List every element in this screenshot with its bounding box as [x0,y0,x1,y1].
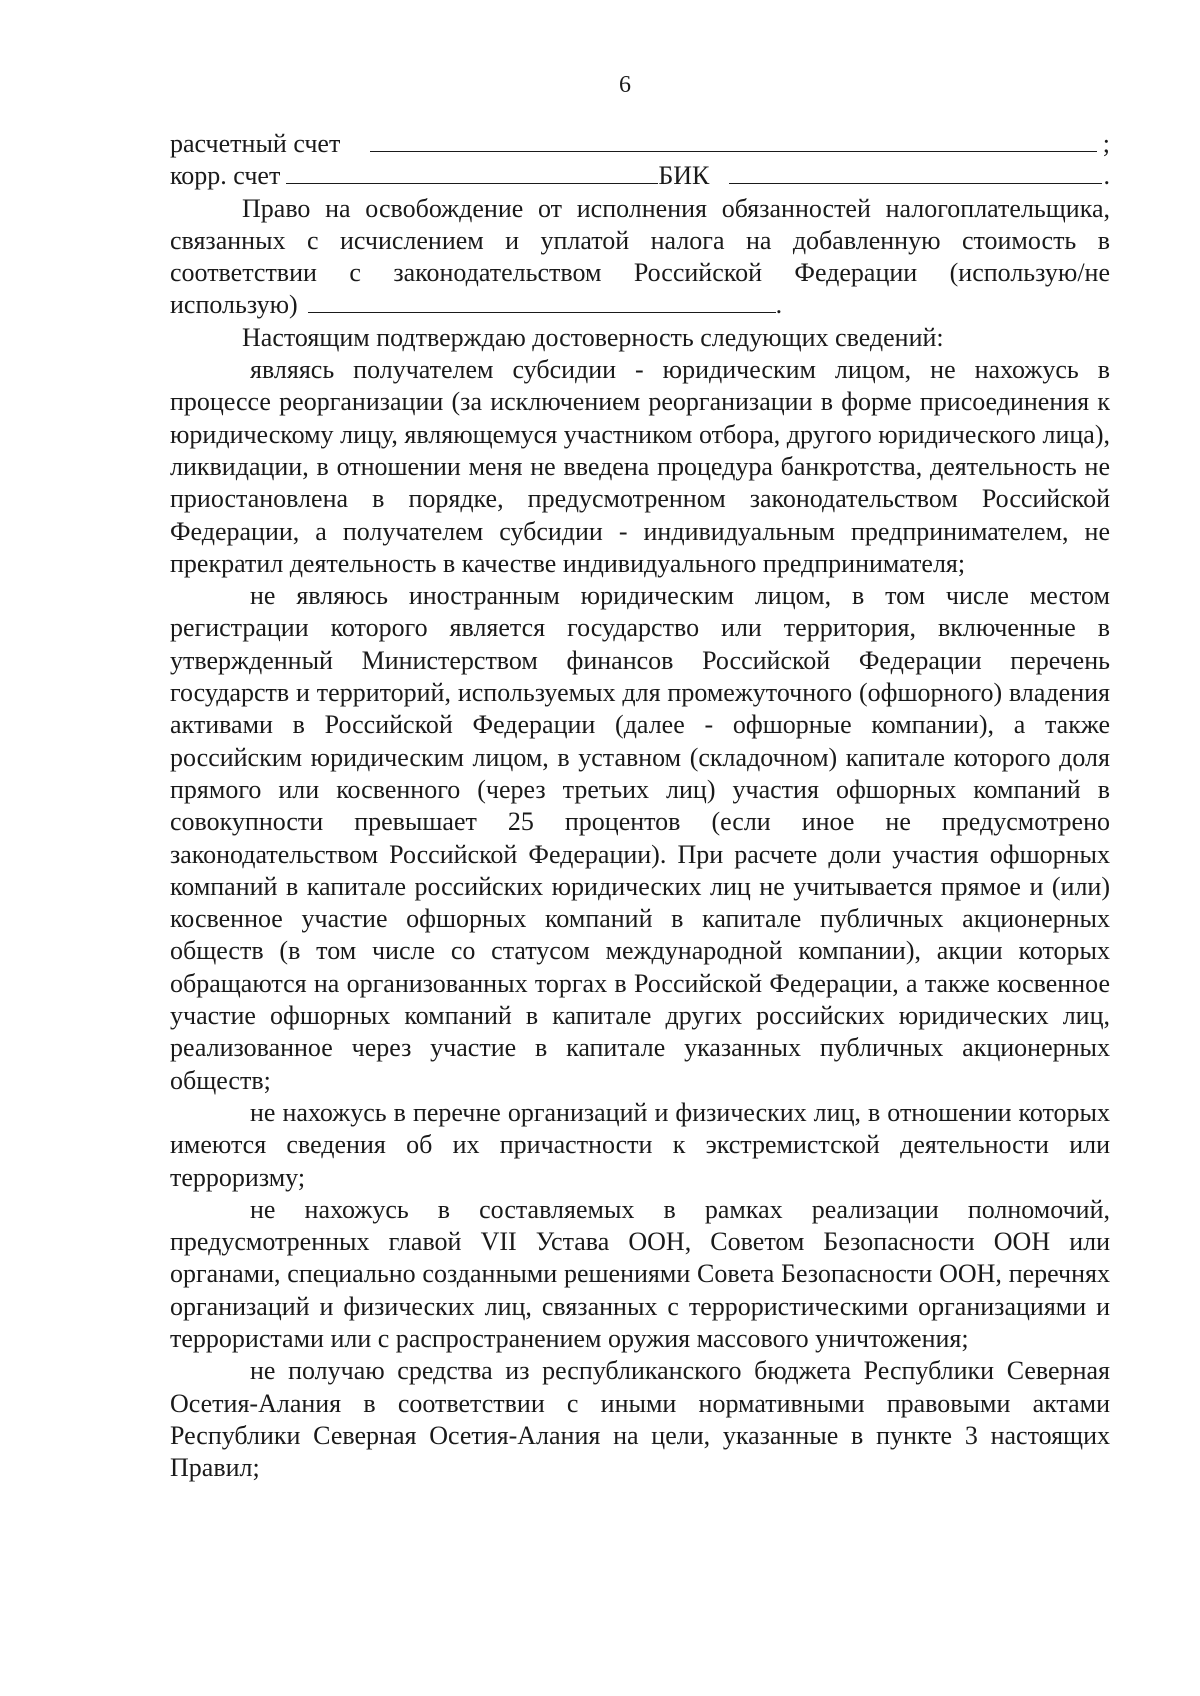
vat-exemption-field[interactable] [308,290,776,313]
bik-end: . [1103,161,1110,191]
document-body [170,128,1110,1484]
vat-exemption-paragraph [170,193,1110,322]
confirmation-intro: Настоящим подтверждаю достоверность следующих сведений: [242,322,944,352]
statement-no-other-budget-funds: не получаю средства из республиканского бюджета Республики Северная Осетия-Алания в соответствии с иными нормативными правовыми актами Республики Северная Осетия-Алания на цели, указанные в пункте 3 настоящих Правил; [170,1356,1110,1483]
page-number: 6 [619,72,631,98]
account-label: расчетный счет [170,129,341,158]
bik-label: БИК [658,161,710,191]
vat-exemption-end: . [775,290,783,320]
statement-not-extremist-list: не нахожусь в перечне организаций и физических лиц, в отношении которых имеются сведения об их причастности к экстремистской деятельности или терроризму; [170,1097,1110,1192]
corr-label: корр. счет [170,161,281,191]
account-end: ; [1102,129,1110,158]
corr-bik-line [170,160,1110,192]
bik-field[interactable] [729,161,1101,184]
statement-not-reorganized: являясь получателем субсидии - юридическим лицом, не нахожусь в процессе реорганизации (за исключением реорганизации в форме присоединения к юридическому лицу, являющемуся участником отбора, другого юридического лица), ликвидации, в отношении меня не введена процедура банкротства, деятельность не приостановлена в порядке, предусмотренном законодательством Российской Федерации, а получателем субсидии - индивидуальным предпринимателем, не прекратил деятельность в качестве индивидуального предпринимателя; [170,355,1110,578]
statement-not-foreign-entity: не являюсь иностранным юридическим лицом, в том числе местом регистрации которого является государство или территория, включенные в утвержденный Министерством финансов Российской Федерации перечень государств и территорий, используемых для промежуточного (офшорного) владения активами в Российской Федерации (далее - офшорные компании), а также российским юридическим лицом, в уставном (складочном) капитале которого доля прямого или косвенного (через третьих лиц) участия офшорных компаний в совокупности превышает 25 процентов (если иное не предусмотрено законодательством Российской Федерации). При расчете доли участия офшорных компаний в капитале российских юридических лиц не учитывается прямое и (или) косвенное участие офшорных компаний в капитале публичных акционерных обществ (в том числе со статусом международной компании), акции которых обращаются на организованных торгах в Российской Федерации, а также косвенное участие офшорных компаний в капитале других российских юридических лиц, реализованное через участие в капитале указанных публичных акционерных обществ; [170,581,1110,1095]
account-field[interactable] [370,129,1096,152]
vat-exemption-text: Право на освобождение от исполнения обязанностей налогоплательщика, связанных с исчислением и уплатой налога на добавленную стоимость в соответствии с законодательством Российской Федерации (использую/не использую) [170,193,1110,320]
statement-not-un-sanctions-list: не нахожусь в составляемых в рамках реализации полномочий, предусмотренных главой VII Устава ООН, Советом Безопасности ООН или органами, специально созданными решениями Совета Безопасности ООН, перечнях организаций и физических лиц, связанных с террористическими организациями и террористами или с распространением оружия массового уничтожения; [170,1194,1110,1353]
corr-account-field[interactable] [286,161,658,184]
account-line [170,128,1110,160]
